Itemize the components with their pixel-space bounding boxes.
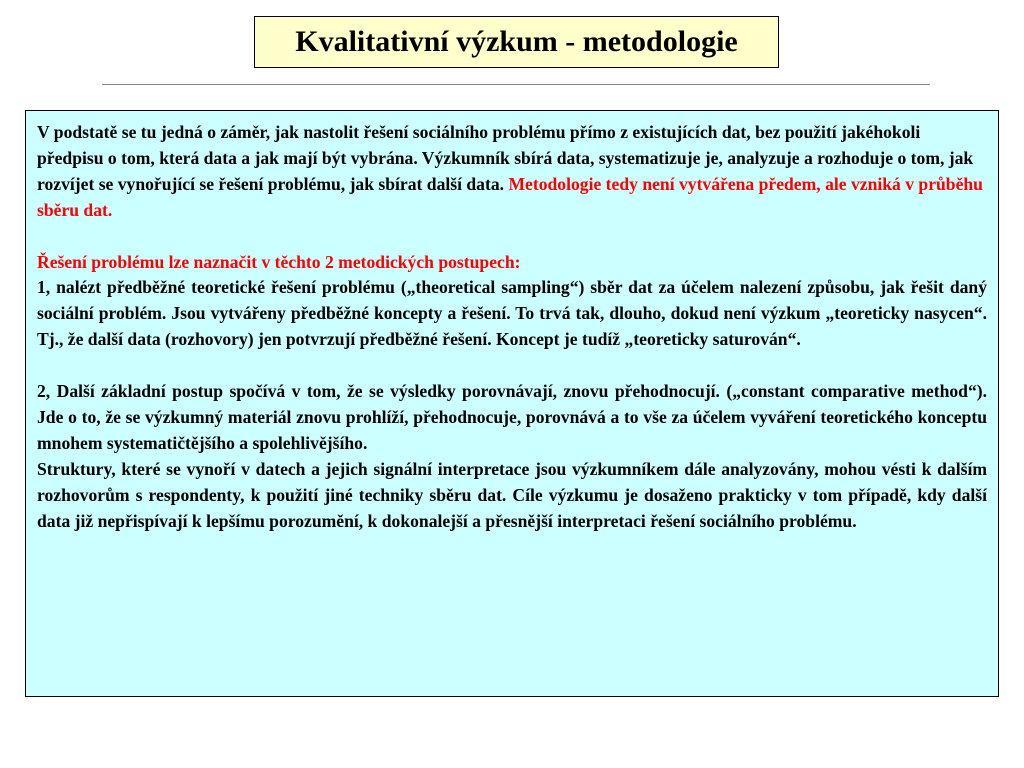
- paragraph-spacer: [37, 353, 987, 379]
- paragraph-spacer: [37, 224, 987, 250]
- title-box: [254, 16, 779, 68]
- intro-paragraph: [37, 120, 987, 224]
- closing-paragraph: Struktury, které se vynoří v datech a jejich signální interpretace jsou výzkumníkem dále analyzovány, mohou vésti k dalším rozhovorům s respondenty, k použití jiné techniky sběru dat. Cíle výzkumu je dosaženo prakticky v tom případě, kdy další data již nepřispívají k lepšímu porozumění, k dokonalejší a přesnější interpretaci řešení sociálního problému.: [37, 458, 987, 531]
- intro-text: V podstatě se tu jedná o záměr, jak nastolit řešení sociálního problému přímo z existujících dat, bez použití jakéhokoli předpisu o tom, která data a jak mají být vybrána. Výzkumník sbírá data, systematizuje je, analyzuje a rozhoduje o tom, jak rozvíjet se vynořující se řešení problému, jak sbírat další data.: [37, 122, 974, 194]
- subheading: Řešení problému lze naznačit v těchto 2 metodických postupech:: [37, 251, 521, 272]
- content-box: [25, 110, 999, 697]
- point-2: 2, Další základní postup spočívá v tom, že se výsledky porovnávají, znovu přehodnocují. („constant comparative method“). Jde o to, že se výzkumný materiál znovu prohlíží, přehodnocuje, porovnává a to vše za účelem vyváření teoretického konceptu mnohem systematičtějšího a spolehlivějšího.: [37, 381, 987, 453]
- title-divider: [102, 84, 930, 85]
- point-1: 1, nalézt předběžné teoretické řešení problému („theoretical sampling“) sběr dat za účelem nalezení způsobu, jak řešit daný sociální problém. Jsou vytvářeny předběžné koncepty a řešení. To trvá tak, dlouho, dokud není výzkum „teoreticky nasycen“. Tj., že další data (rozhovory) jen potvrzují předběžné řešení. Koncept je tudíž „teoreticky saturován“.: [37, 277, 987, 350]
- intro-highlight: Metodologie tedy není vytvářena předem, ale vzniká v průběhu sběru dat.: [37, 173, 983, 220]
- slide-title: Kvalitativní výzkum - metodologie: [295, 25, 738, 58]
